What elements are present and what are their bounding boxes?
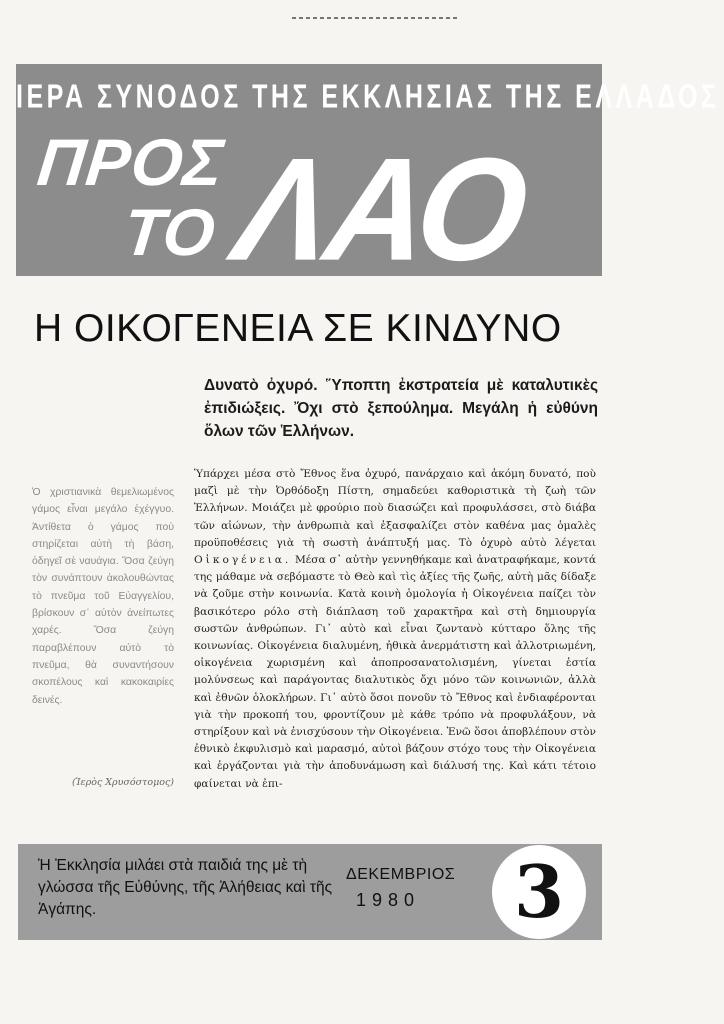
article-body-intro: Ὑπάρχει μέσα στὸ Ἔθνος ἕνα ὀχυρό, πανάρχαιο καὶ ἀκόμη δυνατό, ποὺ μαζὶ μὲ τὴν Ὀρθόδοξη Πίστη, σημαδεύει καθοριστικὰ τὴ ζωὴ τῶν Ἑλλήνων. Μοιάζει μὲ φρούριο ποὺ διασώζει καὶ προφυλάσσει, στὸ διάβα τῶν αἰώνων, τὴν ἀνθρωπιὰ καὶ ἐξασφαλίζει στὸν καθένα μας ὁμαλὲς προϋποθέσεις γιὰ τὴ σωστὴ ἀνάπτυξή μας. Τὸ ὀχυρὸ αὐτὸ λέγεται (194, 468, 596, 549)
top-rule (292, 17, 460, 19)
article-headline: Η ΟΙΚΟΓΕΝΕΙΑ ΣΕ ΚΙΝΔΥΝΟ (34, 307, 562, 350)
issue-number: 3 (513, 849, 565, 934)
masthead (16, 64, 720, 292)
issue-number-badge (492, 845, 586, 939)
footer-motto: Ἡ Ἐκκλησία μιλάει στὰ παιδιά της μὲ τὴ γλώσσα τῆς Εὐθύνης, τῆς Ἀλήθειας καὶ τῆς Ἀγάπης. (38, 857, 333, 918)
issue-month: ΔΕΚΕΜΒΡΙΟΣ (346, 866, 456, 883)
article-body-rest: Μέσα σ᾽ αὐτὴν γεννηθήκαμε καὶ ἀνατραφήκαμε, κοντά της μάθαμε νὰ σεβόμαστε τὸ Θεὸ καὶ τὶς ἀξίες τῆς ζωῆς, αὐτὴ μᾶς δίδαξε νὰ ζοῦμε στὴν κοινωνία. Κατὰ κοινὴ ὁμολογία ἡ Οἰκογένεια παίζει τὸν βασικότερο ρόλο στὴ διάπλαση τοῦ χαρακτῆρα καὶ στὴ δημιουργία σωστῶν ἀνθρώπων. Γι᾽ αὐτὸ καὶ εἶναι ζωντανὸ κύτταρο ὅλης τῆς κοινωνίας. Οἰκογένεια διαλυμένη, ἠθικὰ ἀνερμάτιστη καὶ ἀλλοτριωμένη, οἰκογένεια χωρισμένη καὶ ἀποπροσανατολισμένη, γίνεται ἑστία μολύνσεως καὶ παράγοντας διαλυτικὸς ὄχι μόνο τῶν κοινωνιῶν, ἀλλὰ καὶ ἐθνῶν ὁλοκλήρων. Γι᾽ αὐτὸ ὅσοι πονοῦν τὸ Ἔθνος καὶ ἐνδιαφέρονται γιὰ τὴν προκοπή του, φροντίζουν μὲ κάθε τρόπο νὰ προφυλάξουν, νὰ στηρίξουν καὶ νὰ ἐνισχύσουν τὴν Οἰκογένεια. Ἐνῶ ὅσοι ἀποβλέπουν στὸν ἐθνικὸ ἐκφυλισμὸ καὶ μαρασμό, αὐτοὶ βάζουν στόχο τους τὴν Οἰκογένεια καὶ ἐργάζονται γιὰ τὴν ἀποδυνάμωση καὶ διάλυσή της. Καὶ κάτι τέτοιο φαίνεται νὰ ἐπι- (194, 554, 596, 790)
sidebar-quote: Ὁ χριστιανικὰ θεμελιωμένος γάμος εἶναι μεγάλο ἐχέγγυο. Ἀντίθετα ὁ γάμος ποὺ στηρίζεται αὐτὴ τὴ βάση, ὁδηγεῖ σὲ ναυάγια. Ὅσα ζεύγη τὸν συνάπτουν ἀκολουθώντας τὸ πνεῦμα τοῦ Εὐαγγελίου, βρίσκουν σ᾽ αὐτὸν ἀνείπωτες χαρές. Ὅσα ζεύγη παραβλέπουν αὐτὸ τὸ πνεῦμα, θὰ συναντήσουν σκοπέλους καὶ κακοκαιρίες δεινές. (32, 487, 174, 706)
masthead-synod-line: ΙΕΡΑ ΣΥΝΟΔΟΣ ΤΗΣ ΕΚΚΛΗΣΙΑΣ ΤΗΣ ΕΛΛΑΔΟΣ (16, 78, 720, 116)
article-subhead: Δυνατὸ ὀχυρό. Ὕποπτη ἐκστρατεία μὲ καταλυτικὲς ἐπιδιώξεις. Ὄχι στὸ ξεπούλημα. Μεγάλη ἡ εὐθύνη ὅλων τῶν Ἑλλήνων. (204, 377, 598, 440)
article-body (194, 466, 596, 793)
issue-year: 1980 (356, 890, 421, 910)
sidebar-quote-attribution: (Ἱερὸς Χρυσόστομος) (71, 777, 174, 788)
masthead-title-lao: ΛΑΟ (226, 128, 536, 292)
masthead-title-to: ΤΟ (120, 195, 219, 269)
article-body-keyword: Οἰκογένεια. (194, 554, 292, 567)
masthead-title-pros: ΠΡΟΣ (34, 125, 228, 199)
